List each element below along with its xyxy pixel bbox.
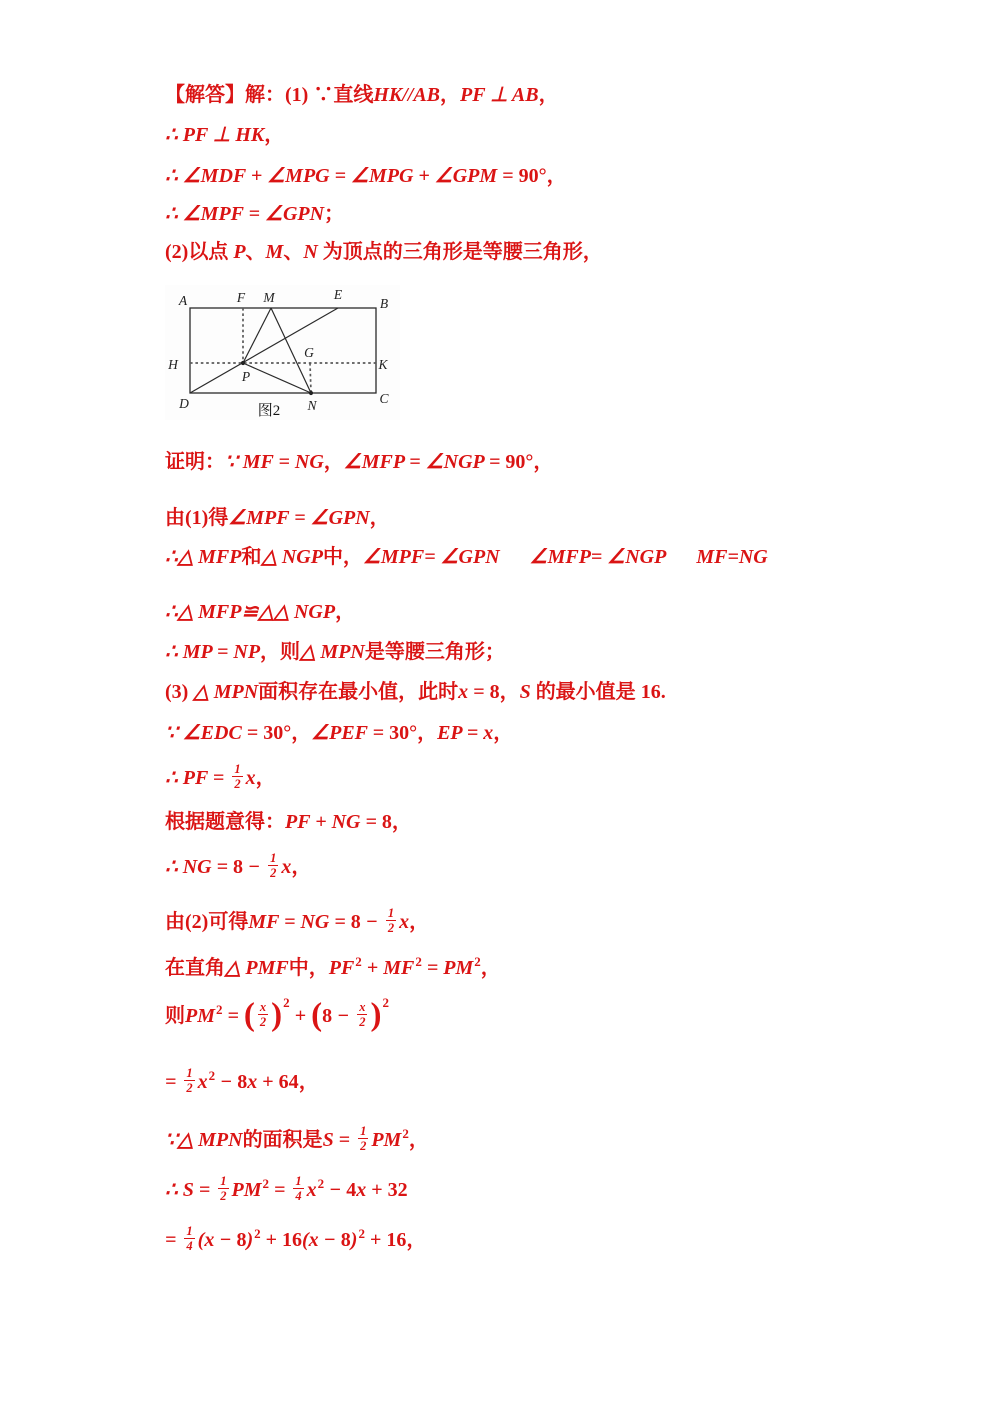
text-run: ，	[264, 124, 285, 146]
math-run: ∠PEF =	[311, 722, 390, 744]
solution-line-19: = $\frac{1}{2}$ x2 − 8x + 64，	[165, 1066, 319, 1096]
math-run: ∴ NG =	[165, 856, 234, 878]
text-run: ，	[255, 767, 276, 789]
math-run: +	[289, 1005, 312, 1027]
math-run: )	[246, 1229, 254, 1251]
fraction	[357, 1001, 367, 1030]
text-run: 根据题意得：	[165, 811, 285, 833]
math-run: P	[233, 241, 246, 263]
text-run: ，	[291, 722, 312, 744]
fraction	[293, 1175, 303, 1204]
math-run: ∴△ MFP≌△△ NGP	[165, 601, 336, 623]
text-run: 由(1)得	[165, 507, 229, 529]
text-run: 证明：	[165, 451, 225, 473]
text-run: (2)以点	[165, 241, 234, 263]
math-run: −	[243, 856, 266, 878]
fraction	[232, 763, 242, 792]
fraction-numerator: 1	[186, 1224, 193, 1239]
vertex-label-C: C	[379, 391, 389, 406]
math-run: △ NGP	[261, 546, 323, 568]
fraction-denominator: 2	[387, 921, 395, 936]
fraction-numerator: 1	[234, 762, 241, 777]
text-run: 中，	[322, 546, 363, 568]
text-run: ，	[291, 856, 312, 878]
math-run: =	[165, 1229, 182, 1251]
solution-line-8	[165, 537, 768, 577]
fraction-numerator: 1	[360, 1124, 367, 1139]
text-run: ，	[546, 165, 567, 187]
text-run: 的最小值是	[530, 681, 641, 703]
text-run: ，	[391, 811, 412, 833]
math-run: ∴ PF ⊥ HK	[165, 124, 265, 146]
math-run: ∴ PF =	[165, 767, 230, 789]
text-run: ，	[298, 1071, 319, 1093]
solution-line-12	[165, 713, 513, 753]
vertex-label-B: B	[379, 296, 389, 311]
math-run: −	[215, 1071, 238, 1093]
fraction	[268, 852, 278, 881]
math-run: ∵ ∠EDC =	[165, 722, 264, 744]
fraction	[184, 1067, 194, 1096]
math-run: ∴ ∠MDF + ∠MPG = ∠MPG + ∠GPM =	[165, 165, 519, 187]
math-run: △ MPN	[193, 681, 259, 703]
vertex-label-E: E	[333, 287, 343, 302]
vertex-label-F: F	[236, 290, 246, 305]
figure-point-dot	[309, 391, 313, 395]
vertex-label-P: P	[241, 369, 251, 384]
math-run: −	[360, 911, 383, 933]
fraction-numerator: 1	[295, 1174, 302, 1189]
math-run: PF + NG =	[285, 811, 382, 833]
math-run: x	[197, 1071, 208, 1093]
number-run: 8	[322, 1005, 333, 1027]
solution-line-6	[165, 442, 553, 482]
text-run: ，	[417, 722, 438, 744]
text-run: ，	[533, 451, 554, 473]
math-run: △ MPN	[300, 641, 365, 663]
math-run: x	[245, 767, 256, 789]
fraction	[218, 1175, 228, 1204]
math-run: ∠MPF= ∠GPN	[362, 546, 500, 568]
vertex-label-H: H	[168, 357, 178, 372]
math-run: PF	[328, 957, 355, 979]
math-run: x	[399, 911, 410, 933]
text-run: ，	[493, 722, 514, 744]
number-run: + 64	[257, 1071, 299, 1093]
math-run: −	[332, 1005, 355, 1027]
solution-line-3	[165, 156, 567, 196]
math-run: PM	[231, 1179, 262, 1201]
math-run: −	[324, 1179, 347, 1201]
fraction-denominator: 2	[270, 866, 277, 881]
solution-line-17: 在直角△ PMF中，PF2 + MF2 = PM2，	[165, 954, 501, 979]
vertex-label-M: M	[263, 290, 275, 305]
math-run: ∴ ∠MPF = ∠GPN	[165, 203, 325, 225]
fraction	[258, 1001, 268, 1030]
number-run: 8	[350, 911, 361, 933]
number-run: + 16	[364, 1229, 407, 1251]
math-run: ∵△ MPN	[165, 1129, 243, 1151]
text-run: ，	[323, 451, 344, 473]
text-run: 在直角	[165, 957, 225, 979]
text-run: ，	[409, 911, 430, 933]
fraction-denominator: 2	[186, 1081, 193, 1096]
solution-line-15	[165, 847, 311, 887]
solution-line-9	[165, 592, 355, 632]
math-run: ∴ S =	[165, 1179, 216, 1201]
vertex-label-A: A	[178, 293, 188, 308]
fraction-numerator: x	[359, 1000, 366, 1015]
math-run: △ PMF	[225, 957, 289, 979]
math-run: S	[519, 681, 531, 703]
figure-point-dot	[241, 361, 245, 365]
math-run: ∠MPF = ∠GPN	[228, 507, 370, 529]
fraction-numerator: x	[259, 1000, 267, 1015]
math-run: N	[303, 241, 318, 263]
text-run: 【解答】解：(1) ∵直线	[165, 84, 374, 106]
solution-line-2	[165, 115, 284, 155]
vertex-label-K: K	[378, 357, 388, 372]
math-run: MF=NG	[696, 546, 768, 568]
solution-line-7	[165, 498, 390, 538]
text-run: (3)	[165, 681, 194, 703]
fraction-denominator: 2	[360, 1139, 367, 1154]
solution-line-21: ∴ S = $\frac{1}{2}$ PM2 = $\frac{1}{4}$ x2 − 4x + 32	[165, 1174, 408, 1204]
text-run: ；	[324, 203, 345, 225]
figure-svg	[165, 285, 400, 420]
math-run: x	[281, 856, 292, 878]
fraction-denominator: 4	[295, 1189, 302, 1204]
text-run: 面积存在最小值，此时	[258, 681, 459, 703]
math-run: x	[247, 1071, 258, 1093]
number-run: 90°	[505, 451, 534, 473]
fraction-numerator: 1	[186, 1066, 193, 1081]
text-run: ，	[480, 957, 501, 979]
fraction-numerator: 1	[220, 1174, 227, 1189]
math-run: ∠MFP= ∠NGP	[529, 546, 667, 568]
figure-caption: 图2	[257, 403, 281, 419]
number-run: 30°	[389, 722, 418, 744]
text-run: 则	[165, 1005, 185, 1027]
math-run: EP = x	[437, 722, 494, 744]
text-run: 中，	[288, 957, 329, 979]
math-run: MF = NG =	[248, 911, 351, 933]
text-run: 、	[283, 241, 304, 263]
text-run: 是等腰三角形；	[364, 641, 505, 663]
text-run: 由(2)可得	[165, 911, 249, 933]
number-run: 16	[640, 681, 661, 703]
math-run: =	[222, 1005, 244, 1027]
fraction-denominator: 2	[220, 1189, 227, 1204]
number-run: 90°	[518, 165, 547, 187]
math-run: ∴△ MFP	[165, 546, 242, 568]
math-run: x =	[458, 681, 490, 703]
math-run: =	[165, 1071, 182, 1093]
fraction	[184, 1225, 194, 1254]
number-run: 8	[236, 1229, 247, 1251]
text-run: ，	[369, 507, 390, 529]
number-run: 8	[237, 1071, 248, 1093]
fraction	[358, 1125, 368, 1154]
text-run: 、	[245, 241, 266, 263]
math-run: x	[306, 1179, 317, 1201]
math-run: )	[350, 1229, 358, 1251]
math-run: =	[269, 1179, 291, 1201]
number-run: 8	[381, 811, 392, 833]
vertex-label-N: N	[307, 398, 317, 413]
text-run: 和	[241, 546, 262, 568]
math-run: x	[356, 1179, 367, 1201]
number-run: 30°	[263, 722, 292, 744]
text-run: ，	[335, 601, 356, 623]
solution-line-13	[165, 758, 276, 798]
fraction-numerator: 1	[270, 851, 277, 866]
math-run: ∴ MP = NP	[165, 641, 261, 663]
number-run: 4	[346, 1179, 357, 1201]
math-run: = PM	[421, 957, 474, 979]
vertex-label-G: G	[304, 345, 314, 360]
text-run: ，	[538, 84, 559, 106]
text-run: .	[660, 681, 666, 703]
math-run: (x −	[302, 1229, 341, 1251]
math-run: HK//AB	[373, 84, 441, 106]
math-run: M	[265, 241, 284, 263]
text-run: 为顶点的三角形是等腰三角形，	[317, 241, 603, 263]
solution-line-16	[165, 902, 429, 942]
figure-solid-line	[243, 363, 311, 393]
number-run: 8	[489, 681, 500, 703]
solution-line-4	[165, 194, 344, 234]
solution-line-14	[165, 802, 412, 842]
number-run: + 16	[260, 1229, 303, 1251]
fraction-denominator: 4	[186, 1239, 193, 1254]
text-run: ，	[499, 681, 520, 703]
fraction	[386, 907, 396, 936]
solution-line-10	[165, 632, 505, 672]
math-run: ∠MFP = ∠NGP =	[343, 451, 506, 473]
math-run: PF ⊥ AB	[460, 84, 539, 106]
text-run: ，	[408, 1129, 429, 1151]
solution-line-22: = $\frac{1}{4}$ (x − 8)2 + 16(x − 8)2 + 16，	[165, 1224, 427, 1254]
solution-line-11	[165, 672, 666, 712]
math-run: PM	[371, 1129, 402, 1151]
math-run: S =	[322, 1129, 356, 1151]
fraction-numerator: 1	[387, 906, 395, 921]
math-run: PM	[185, 1005, 215, 1027]
math-run: + MF	[361, 957, 415, 979]
figure-dashed-line	[310, 363, 311, 393]
text-run: 的面积是	[242, 1129, 323, 1151]
number-run: 8	[340, 1229, 351, 1251]
fraction-denominator: 2	[359, 1015, 366, 1030]
fraction-denominator: 2	[234, 777, 241, 792]
text-run: ，则	[260, 641, 301, 663]
solution-line-5	[165, 232, 603, 272]
text-run: ，	[440, 84, 461, 106]
geometry-figure	[165, 285, 400, 420]
number-run: + 32	[366, 1179, 408, 1201]
math-run: (x −	[197, 1229, 237, 1251]
math-run: ∵ MF = NG	[225, 451, 324, 473]
solution-line-1	[165, 75, 559, 115]
solution-line-20: ∵△ MPN的面积是S = $\frac{1}{2}$ PM2，	[165, 1124, 429, 1154]
text-run: ，	[406, 1229, 427, 1251]
number-run: 8	[233, 856, 244, 878]
fraction-denominator: 2	[259, 1015, 267, 1030]
solution-line-18: 则PM2 = ( $\frac{x}{2}$ )2 + (8 − $\frac{x}{2}$ )2	[165, 995, 389, 1034]
vertex-label-D: D	[179, 396, 189, 411]
